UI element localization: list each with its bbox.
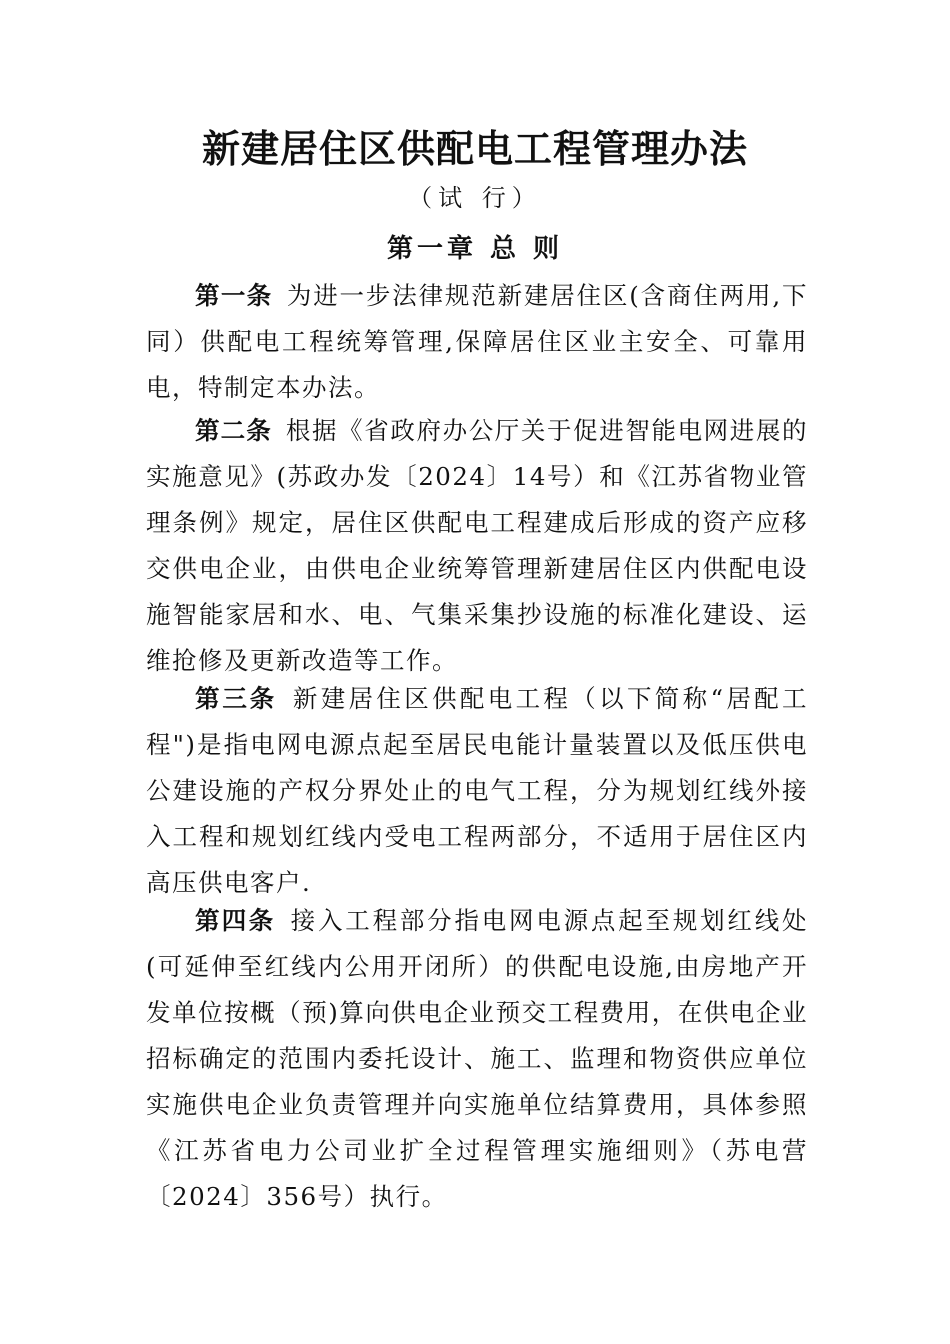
article-text: 接入工程部分指电网电源点起至规划红线处(可延伸至红线内公用开闭所）的供配电设施,由房地产开发单位按概（预)算向供电企业预交工程费用，在供电企业招标确定的范围内委托设计、施工、监理和物资供应单位实施供电企业负责管理并向实施单位结算费用，具体参照《江苏省电力公司业扩全过程管理实施细则》（苏电营〔2024〕356号）执行。 <box>146 906 809 1211</box>
article-text: 新建居住区供配电工程（以下简称“居配工程")是指电网电源点起至居民电能计量装置以及低压供电公建设施的产权分界处止的电气工程，分为规划红线外接入工程和规划红线内受电工程两部分，不适用于居住区内高压供电客户. <box>146 684 809 897</box>
article-text: 根据《省政府办公厅关于促进智能电网进展的实施意见》(苏政办发〔2024〕14号）和《江苏省物业管理条例》规定，居住区供配电工程建成后形成的资产应移交供电企业，由供电企业统筹管理新建居住区内供配电设施智能家居和水、电、气集采集抄设施的标准化建设、运维抢修及更新改造等工作。 <box>146 416 808 675</box>
article-label: 第一条 <box>195 281 273 310</box>
article-2 <box>146 408 808 684</box>
article-label: 第二条 <box>195 416 272 445</box>
article-1 <box>146 273 808 411</box>
article-label: 第四条 <box>195 906 276 935</box>
article-label: 第三条 <box>195 684 278 713</box>
chapter-heading: 第一章 总 则 <box>386 234 564 264</box>
article-4 <box>146 898 808 1220</box>
article-text: 为进一步法律规范新建居住区(含商住两用,下同）供配电工程统筹管理,保障居住区业主安全、可靠用电，特制定本办法。 <box>146 281 808 402</box>
document-subtitle: （试 行） <box>408 184 542 212</box>
document-title: 新建居住区供配电工程管理办法 <box>201 126 748 171</box>
article-3 <box>146 676 808 906</box>
